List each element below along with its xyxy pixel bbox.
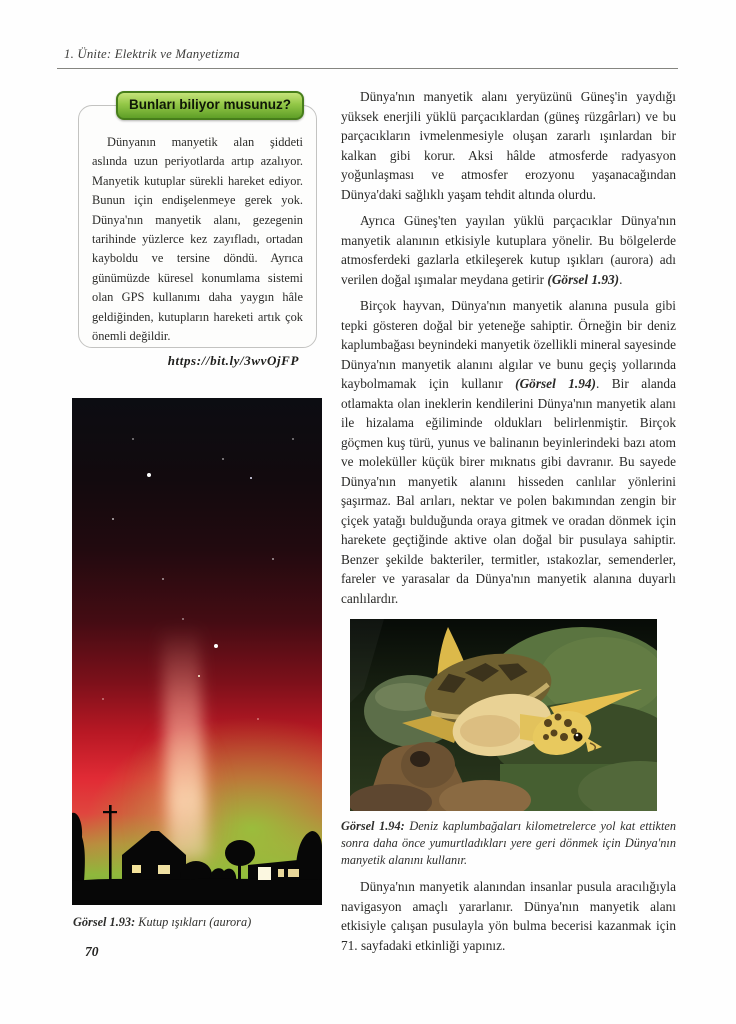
did-you-know-badge [116,91,304,120]
figure-turtle [350,619,657,811]
stars [72,398,74,400]
paragraph-aurora-tail: . [619,271,623,287]
caption-turtle-label: Görsel 1.94: [341,819,405,833]
paragraph-animals-text: Birçok hayvan, Dünya'nın manyetik alanına pusula gibi tepki gösteren doğal bir yeteneğe sahiptir. Örneğin bir deniz kaplumbağası beynindeki manyetik özellikli mineral sayesinde Dünya'nın manyetik alanını algılar ve bunu geçiş yollarında kaybolmamak için kullanır [341,298,676,391]
paragraph-magnetic-shield: Dünya'nın manyetik alanı yeryüzünü Güneş'in yaydığı yüksek enerjili yüklü parçacıklardan (güneş rüzgârları) ve bu parçacıkların ivmelenmesiyle oluşan zararlı ışınlardan bir kalkan gibi korur. Aksi hâlde atmosferde radyasyon yoğunlaşması ve atmosfer erozyonu yaşanacağından Dünya'daki sağlıklı yaşam tehdit altında olurdu. [341,89,676,202]
aurora-photo [72,398,322,905]
paragraph-compass: Dünya'nın manyetik alanından insanlar pusula aracılığıyla navigasyon amaçlı yararlanır. Dünya'nın manyetik alanı etkisiyle çalışan pusulayla yön bulma becerisi kazanmak için 71. sayfadaki etkinliği yapınız. [341,879,676,953]
turtle-photo [350,619,657,811]
caption-aurora [73,914,328,931]
main-column [341,87,676,955]
caption-turtle [341,818,676,868]
header-rule [57,68,678,69]
paragraph-animals [341,296,676,608]
figure-ref-194: (Görsel 1.94) [515,376,596,391]
did-you-know-box [78,105,317,369]
paragraph-animals-tail: . Bir alanda otlamakta olan ineklerin kendilerini Dünya'nın manyetik alanı ile hizalama eğiliminde oldukları belirlenmiştir. Birçok göçmen kuş türü, yunus ve balinanın beyinlerindeki bazı atom ve moleküller küçük birer mıknatıs gibi davranır. Bu sayede Dünya'nın manyetik alanını hisseden canlılar yönlerini şaşırmaz. Bal arıları, nektar ve polen bakımından zengin bir çiçek yatağı bulduğunda oraya gitmek ve oradan dönmek için harekete geçtiğinde aktive olan doğal bir pusulaya sahiptir. Benzer şekilde bakteriler, termitler, ıstakozlar, semenderler, fareler ve yarasalar da Dünya'nın manyetik alanına duyarlı canlılardır. [341,376,676,606]
horizon-silhouette [72,787,322,905]
did-you-know-title: Bunları biliyor musunuz? [128,97,291,112]
caption-turtle-text: Deniz kaplumbağaları kilometrelerce yol kat ettikten sonra daha önce yumurtladıkları yere geri dönmek için Dünya'nın manyetik alanını kullanır. [341,819,676,867]
chapter-title: 1. Ünite: Elektrik ve Manyetizma [64,47,240,61]
paragraph-aurora-text: Ayrıca Güneş'ten yayılan yüklü parçacıklar Dünya'nın manyetik alanının etkisiyle kutuplara yönelir. Bu bölgelerde atmosferdeki gazlarla etkileşerek kutup ışıkları (aurora) adı verilen doğal ışımalar meydana getirir [341,213,676,287]
figure-aurora [72,398,322,905]
figure-ref-193: (Görsel 1.93) [547,271,620,287]
page-number: 70 [85,944,99,959]
caption-aurora-label: Görsel 1.93: [73,915,136,929]
paragraph-aurora [341,211,676,289]
caption-aurora-text: Kutup ışıkları (aurora) [138,915,252,929]
did-you-know-text: Dünyanın manyetik alan şiddeti aslında uzun periyotlarda artıp azalıyor. Manyetik kutuplar sürekli hareket ediyor. Bunun için endişelenmeye gerek yok. Dünya'nın manyetik alanı, gezegenin tarihinde yüzlerce kez zayıfladı, ortadan kayboldu ve tersine döndü. Ayrıca günümüzde küresel konumlama sistemi olan GPS kullanımı daha yaygın hâle geldiğinden, kutupların hareketi artık çok önemli değildir. [92,135,303,344]
info-link[interactable]: https://bit.ly/3wvOjFP [167,353,299,369]
